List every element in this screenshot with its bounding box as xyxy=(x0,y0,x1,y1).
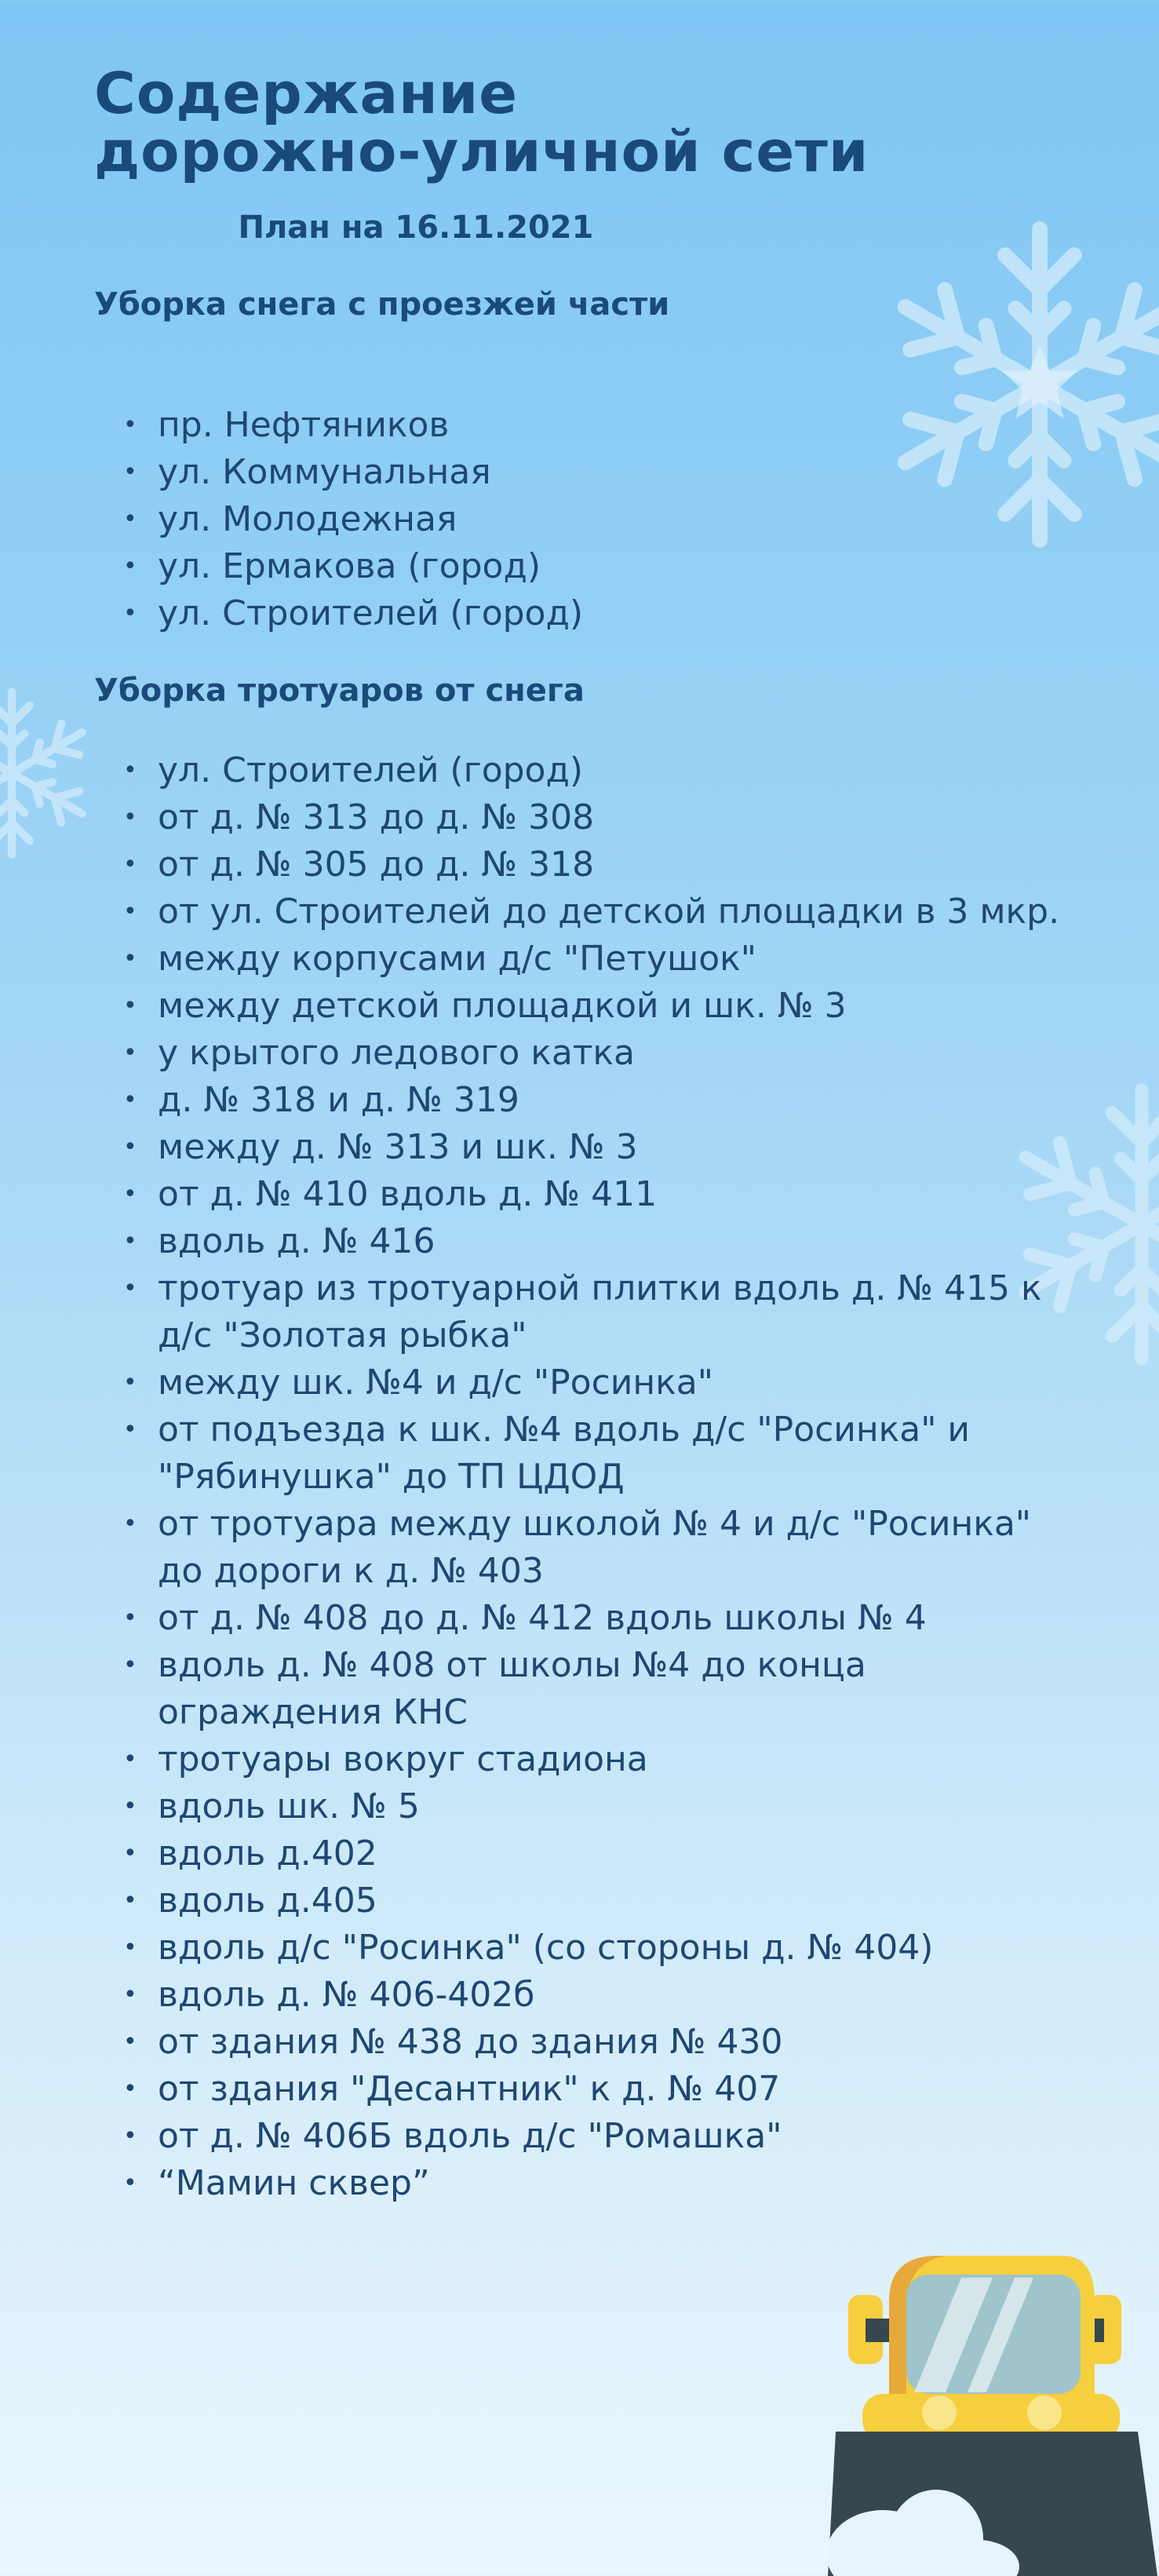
list-item-text: у крытого ледового катка xyxy=(158,1033,635,1073)
list-item-text: вдоль д. № 406-402б xyxy=(158,1975,535,2015)
list-item-text: вдоль шк. № 5 xyxy=(158,1786,420,1826)
list-item xyxy=(122,402,1063,449)
list-item-text: “Мамин сквер” xyxy=(158,2163,430,2203)
bullet-icon: • xyxy=(123,1651,137,1679)
list-item-text: вдоль д.402 xyxy=(158,1833,377,1874)
list-item-text: ул. Ермакова (город) xyxy=(158,546,541,586)
list-item xyxy=(122,1124,1063,1171)
list-item-text: от д. № 410 вдоль д. № 411 xyxy=(158,1174,658,1214)
list-item xyxy=(122,2066,1063,2113)
list-item xyxy=(122,1265,1063,1359)
list-item xyxy=(122,2113,1063,2160)
list-item xyxy=(122,1359,1063,1407)
list-item-text: от здания № 438 до здания № 430 xyxy=(158,2022,783,2062)
bullet-icon: • xyxy=(123,1604,137,1632)
list-item xyxy=(122,888,1063,936)
bullet-icon: • xyxy=(123,505,137,533)
list-item-text: вдоль д.405 xyxy=(158,1881,377,1921)
snowflake-icon xyxy=(0,683,102,863)
bullet-icon: • xyxy=(123,1746,137,1773)
list-item-text: между детской площадкой и шк. № 3 xyxy=(158,986,847,1026)
list-item-text: от д. № 406Б вдоль д/с "Ромашка" xyxy=(158,2116,782,2156)
list-item xyxy=(122,983,1063,1030)
roads-list xyxy=(122,402,1063,637)
bullet-icon: • xyxy=(123,2075,137,2103)
bullet-icon: • xyxy=(123,898,137,925)
list-item xyxy=(122,1407,1063,1501)
list-item-text: от д. № 305 до д. № 318 xyxy=(158,845,595,885)
list-item-text: между шк. №4 и д/с "Росинка" xyxy=(158,1363,713,1403)
bullet-icon: • xyxy=(123,2122,137,2150)
bullet-icon: • xyxy=(123,804,137,831)
bullet-icon: • xyxy=(123,1086,137,1114)
list-item-text: от подъезда к шк. №4 вдоль д/с "Росинка" и "Рябинушка" до ТП ЦДОД xyxy=(158,1410,971,1497)
list-item-text: от д. № 408 до д. № 412 вдоль школы № 4 xyxy=(158,1598,927,1638)
list-item xyxy=(122,747,1063,794)
list-item xyxy=(122,496,1063,543)
list-item xyxy=(122,841,1063,888)
bullet-icon: • xyxy=(123,1275,137,1302)
bullet-icon: • xyxy=(123,1510,137,1538)
bullet-icon: • xyxy=(123,1180,137,1208)
list-item xyxy=(122,1925,1063,1972)
list-item xyxy=(122,1783,1063,1830)
bullet-icon: • xyxy=(123,1793,137,1820)
list-item xyxy=(122,590,1063,637)
bullet-icon: • xyxy=(123,1416,137,1443)
list-item-text: вдоль д. № 416 xyxy=(158,1221,436,1261)
bullet-icon: • xyxy=(123,1840,137,1867)
list-item xyxy=(122,1642,1063,1736)
bullet-icon: • xyxy=(123,992,137,1020)
list-item-text: между д. № 313 и шк. № 3 xyxy=(158,1127,638,1167)
title-line-2: дорожно-уличной сети xyxy=(94,119,869,184)
section-heading-sidewalks: Уборка тротуаров от снега xyxy=(94,673,585,709)
list-item xyxy=(122,1218,1063,1265)
bullet-icon: • xyxy=(123,1369,137,1396)
bullet-icon: • xyxy=(123,600,137,627)
list-item-text: ул. Строителей (город) xyxy=(158,593,584,633)
list-item-text: от д. № 313 до д. № 308 xyxy=(158,797,595,837)
bullet-icon: • xyxy=(123,851,137,878)
plan-date: План на 16.11.2021 xyxy=(238,210,594,246)
list-item-text: вдоль д. № 408 от школы №4 до конца ограждения КНС xyxy=(158,1645,866,1732)
bullet-icon: • xyxy=(123,1981,137,2009)
title-line-1: Содержание xyxy=(94,60,519,126)
list-item xyxy=(122,1877,1063,1925)
list-item-text: от ул. Строителей до детской площадки в 3 мкр. xyxy=(158,892,1060,932)
list-item xyxy=(122,1972,1063,2019)
list-item xyxy=(122,794,1063,841)
bullet-icon: • xyxy=(123,2169,137,2197)
list-item-text: пр. Нефтяников xyxy=(158,405,450,445)
list-item-text: от тротуара между школой № 4 и д/с "Росинка" до дороги к д. № 403 xyxy=(158,1504,1032,1591)
list-item-text: вдоль д/с "Росинка" (со стороны д. № 404) xyxy=(158,1928,934,1968)
page-title xyxy=(94,60,1036,184)
bullet-icon: • xyxy=(123,1133,137,1161)
bullet-icon: • xyxy=(123,1934,137,1961)
list-item xyxy=(122,1077,1063,1124)
list-item xyxy=(122,1501,1063,1595)
list-item xyxy=(122,2160,1063,2207)
bullet-icon: • xyxy=(123,945,137,972)
list-item xyxy=(122,2019,1063,2066)
sidewalks-list xyxy=(122,747,1063,2207)
bullet-icon: • xyxy=(123,1887,137,1914)
list-item xyxy=(122,936,1063,983)
list-item-text: от здания "Десантник" к д. № 407 xyxy=(158,2069,781,2109)
list-item xyxy=(122,449,1063,496)
bullet-icon: • xyxy=(123,553,137,580)
bullet-icon: • xyxy=(123,458,137,486)
bullet-icon: • xyxy=(123,757,137,784)
list-item-text: тротуар из тротуарной плитки вдоль д. № 415 к д/с "Золотая рыбка" xyxy=(158,1268,1042,1356)
bullet-icon: • xyxy=(123,411,137,439)
bullet-icon: • xyxy=(123,1039,137,1067)
list-item-text: ул. Строителей (город) xyxy=(158,750,584,790)
list-item xyxy=(122,543,1063,590)
section-heading-roads: Уборка снега с проезжей части xyxy=(94,286,670,323)
list-item-text: тротуары вокруг стадиона xyxy=(158,1739,648,1779)
list-item-text: д. № 318 и д. № 319 xyxy=(158,1080,519,1120)
list-item-text: ул. Молодежная xyxy=(158,499,457,539)
list-item xyxy=(122,1830,1063,1877)
list-item xyxy=(122,1736,1063,1783)
list-item-text: между корпусами д/с "Петушок" xyxy=(158,939,756,979)
list-item xyxy=(122,1595,1063,1642)
bullet-icon: • xyxy=(123,1228,137,1255)
snowplow-icon xyxy=(828,2246,1157,2576)
list-item xyxy=(122,1030,1063,1077)
list-item xyxy=(122,1171,1063,1218)
bullet-icon: • xyxy=(123,2028,137,2056)
list-item-text: ул. Коммунальная xyxy=(158,452,491,492)
